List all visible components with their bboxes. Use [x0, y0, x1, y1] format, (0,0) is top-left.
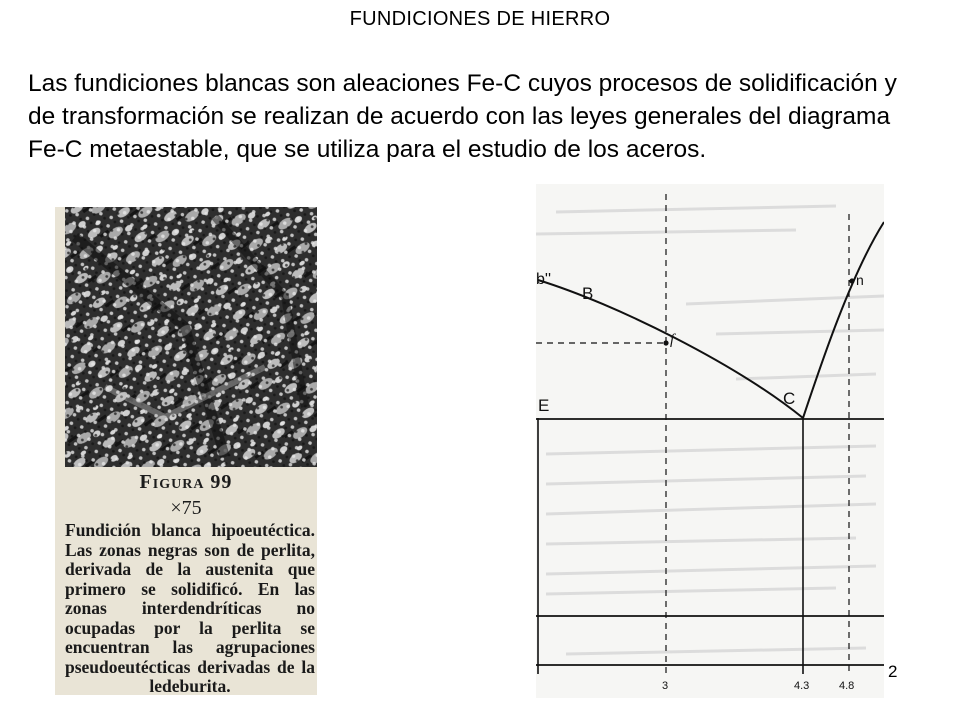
- page-number: 2: [888, 662, 898, 681]
- bleed-through-texture: [536, 206, 884, 654]
- label-n: n: [856, 272, 864, 288]
- micrograph-figure: [55, 207, 317, 695]
- tick-label-4-3: 4.3: [794, 680, 810, 692]
- fe-c-diagram-svg: [536, 184, 884, 698]
- fe-c-diagram: [536, 184, 884, 698]
- point-n: [849, 278, 854, 283]
- micrograph-image: [65, 207, 317, 467]
- liquidus-right: [803, 222, 884, 418]
- label-b2: b'': [536, 271, 552, 288]
- label-B: B: [582, 284, 594, 303]
- tick-label-3: 3: [662, 680, 669, 692]
- figure-label: Figura 99: [139, 471, 233, 493]
- tick-label-4-8: 4.8: [839, 680, 855, 692]
- figure-magnification: ×75: [170, 497, 202, 519]
- point-f: [663, 340, 668, 345]
- body-paragraph: Las fundiciones blancas son aleaciones Fe-C cuyos procesos de solidificación y de transformación se realizan de acuerdo con las leyes generales del diagrama Fe-C metaestable, que se utiliza para el estudio de los aceros.: [28, 70, 897, 163]
- figure-caption: Fundición blanca hipoeutéctica. Las zonas negras son de perlita, derivada de la austenita que primero se solidificó. En las zonas interdendríticas no ocupadas por la perlita se encuentran las agrupaciones pseudoeutécticas derivadas de la ledeburita.: [65, 520, 315, 695]
- slide-title: FUNDICIONES DE HIERRO: [349, 8, 611, 30]
- label-C: C: [783, 389, 796, 408]
- label-E: E: [538, 396, 550, 415]
- label-f: f: [670, 332, 675, 348]
